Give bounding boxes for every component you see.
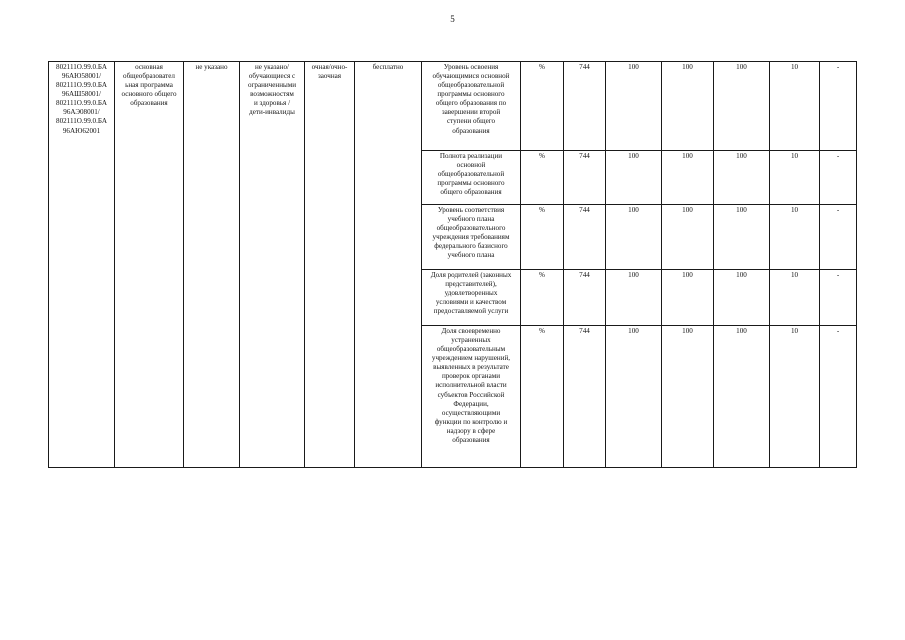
okei-cell: 744 <box>564 205 606 270</box>
value-cell: 100 <box>606 205 662 270</box>
okei-cell: 744 <box>564 326 606 468</box>
registry-codes-cell: 802111О.99.0.БА 96АЮ58001/ 802111О.99.0.БА 96АШ58001/ 802111О.99.0.БА 96АЭ08001/ 802111О.99.0.БА 96АЮ62001 <box>49 62 115 468</box>
indicator-name-cell: Доля родителей (законных представителей), удовлетворенных условиями и качеством предоставляемой услуги <box>422 270 521 326</box>
deviation-cell: 10 <box>770 62 820 151</box>
okei-cell: 744 <box>564 270 606 326</box>
value-cell: 100 <box>662 326 714 468</box>
value-cell: 100 <box>662 205 714 270</box>
indicator-name-cell: Доля своевременно устраненных общеобразовательным учреждением нарушений, выявленных в результате проверок органами исполнительной власти субъектов Российской Федерации, осуществляющими функции по контролю и надзору в сфере образования <box>422 326 521 468</box>
unit-cell: % <box>521 151 564 205</box>
unit-cell: % <box>521 62 564 151</box>
value-cell: 100 <box>714 270 770 326</box>
table-row <box>49 62 857 151</box>
note-cell: - <box>820 270 857 326</box>
unit-cell: % <box>521 205 564 270</box>
value-cell: 100 <box>714 151 770 205</box>
value-cell: 100 <box>662 62 714 151</box>
value-cell: 100 <box>606 326 662 468</box>
value-cell: 100 <box>662 270 714 326</box>
indicator-name-cell: Уровень освоения обучающимися основной общеобразовательной программы основного общего образования по завершении второй ступени общего образования <box>422 62 521 151</box>
okei-cell: 744 <box>564 151 606 205</box>
page-number: 5 <box>450 14 455 24</box>
indicator-name-cell: Уровень соответствия учебного плана общеобразовательного учреждения требованиям федерального базисного учебного плана <box>422 205 521 270</box>
note-cell: - <box>820 62 857 151</box>
program-cell: основная общеобразовател ьная программа основного общего образования <box>115 62 184 468</box>
deviation-cell: 10 <box>770 270 820 326</box>
value-cell: 100 <box>662 151 714 205</box>
deviation-cell: 10 <box>770 205 820 270</box>
payment-cell: бесплатно <box>355 62 422 468</box>
quality-indicators-table <box>48 61 857 468</box>
value-cell: 100 <box>606 62 662 151</box>
value-cell: 100 <box>714 326 770 468</box>
note-cell: - <box>820 326 857 468</box>
value-cell: 100 <box>714 62 770 151</box>
okei-cell: 744 <box>564 62 606 151</box>
deviation-cell: 10 <box>770 326 820 468</box>
note-cell: - <box>820 151 857 205</box>
unit-cell: % <box>521 270 564 326</box>
category-cell: не указано/ обучающиеся с ограниченными возможностям и здоровья / дети-инвалиды <box>240 62 305 468</box>
unit-cell: % <box>521 326 564 468</box>
value-cell: 100 <box>714 205 770 270</box>
value-cell: 100 <box>606 270 662 326</box>
indicator-name-cell: Полнота реализации основной общеобразовательной программы основного общего образования <box>422 151 521 205</box>
value-cell: 100 <box>606 151 662 205</box>
deviation-cell: 10 <box>770 151 820 205</box>
note-cell: - <box>820 205 857 270</box>
form-cell: очная/очно- заочная <box>305 62 355 468</box>
standard-cell: не указано <box>184 62 240 468</box>
